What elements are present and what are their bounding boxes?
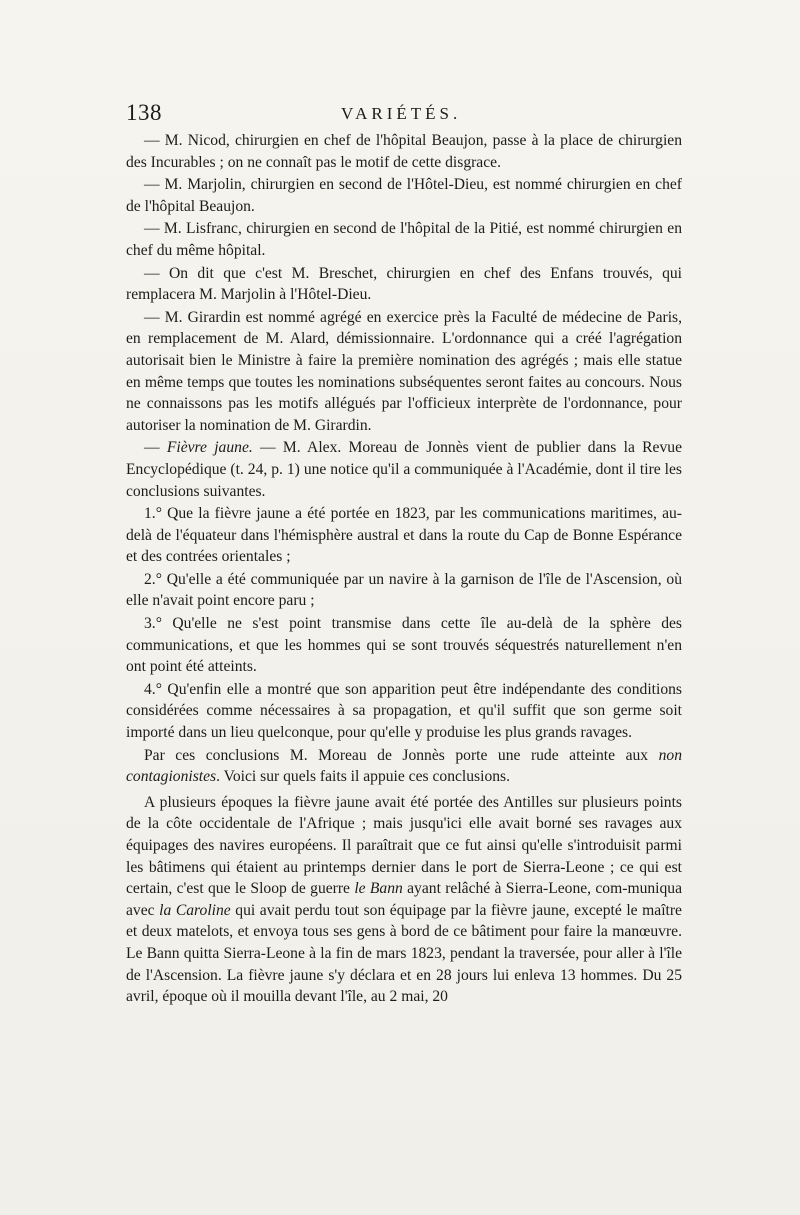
paragraph-fievre-jaune-prefix: — <box>144 439 167 457</box>
paragraph-antilles <box>126 792 682 1008</box>
page-body <box>126 130 682 1008</box>
paragraph-girardin: — M. Girardin est nommé agrégé en exercice près la Faculté de médecine de Paris, en remplacement de M. Alard, démissionnaire. L'ordonnance qui a créé l'agrégation autorisait bien le Ministre à faire la première nomination des agrégés ; mais elle statue en même temps que toutes les nominations subséquentes seront faites au concours. Nous ne connaissons pas les motifs allégués par l'officieux interprète de l'ordonnance, pour autoriser la nomination de M. Girardin. <box>126 308 682 434</box>
ship-name-caroline: la Caroline <box>159 901 231 919</box>
paragraph-conclusions-prefix: Par ces conclusions M. Moreau de Jonnès porte une rude atteinte aux <box>144 746 659 764</box>
page-number: 138 <box>126 100 162 125</box>
conclusion-1: 1.° Que la fièvre jaune a été portée en 1823, par les communications maritimes, au-delà de l'équateur dans l'hémisphère austral et dans la route du Cap de Bonne Espérance et des contrées orientales ; <box>126 505 682 566</box>
non-contagionistes-italic: non contagionistes <box>126 746 682 786</box>
running-title: VARIÉTÉS. <box>341 104 462 123</box>
paragraph-antilles-suffix: qui avait perdu tout son équipage par la fièvre jaune, excepté le maître et deux matelots, et envoya tous ses gens à bord de ce bâtiment pour faire la manœuvre. Le Bann quitta Sierra-Leone à la fin de mars 1823, pendant la traversée, pour aller à l'île de l'Ascension. La fièvre jaune s'y déclara et en 28 jours lui enleva 13 hommes. Du 25 avril, époque où il mouilla devant l'île, au 2 mai, 20 <box>126 901 682 1006</box>
page-header <box>126 100 686 128</box>
paragraph-marjolin: — M. Marjolin, chirurgien en second de l'Hôtel-Dieu, est nommé chirurgien en chef de l'hôpital Beaujon. <box>126 176 682 215</box>
section-heading-fievre-jaune: Fièvre jaune. <box>166 439 253 457</box>
paragraph-conclusions <box>126 745 682 788</box>
conclusion-3: 3.° Qu'elle ne s'est point transmise dans cette île au-delà de la sphère des communications, et que les hommes qui se sont trouvés séquestrés naturellement n'en ont point été atteints. <box>126 615 682 676</box>
paragraph-lisfranc: — M. Lisfranc, chirurgien en second de l'hôpital de la Pitié, est nommé chirurgien en chef du même hôpital. <box>126 220 682 259</box>
ship-name-bann: le Bann <box>354 880 403 898</box>
paragraph-fievre-jaune <box>126 437 682 502</box>
paragraph-antilles-prefix: A plusieurs époques la fièvre jaune avait été portée des Antilles sur plusieurs points de la côte occidentale de l'Afrique ; mais jusqu'ici elle avait borné ses ravages aux équipages des navires européens. Il paraîtrait que ce fut ainsi qu'elle s'introduisit parmi les bâtimens qui étaient au printemps dernier dans le port de Sierra-Leone ; ce qui est certain, c'est que le Sloop de guerre <box>126 793 682 898</box>
paragraph-antilles-suffix-prefix: muniqua avec <box>126 880 683 919</box>
paragraph-antilles-text: ayant relâché à Sierra-Leone, com- <box>402 880 628 898</box>
paragraph-fievre-jaune-text: — M. Alex. Moreau de Jonnès vient de publier dans la Revue Encyclopédique (t. 24, p. 1) une notice qu'il a communiquée à l'Académie, dont il tire les conclusions suivantes. <box>126 439 682 500</box>
paragraph-breschet: — On dit que c'est M. Breschet, chirurgien en chef des Enfans trouvés, qui remplacera M. Marjolin à l'Hôtel-Dieu. <box>126 264 682 304</box>
conclusion-2: 2.° Qu'elle a été communiquée par un navire à la garnison de l'île de l'Ascension, où elle n'avait point encore paru ; <box>126 570 682 610</box>
paragraph-conclusions-text: . Voici sur quels faits il appuie ces conclusions. <box>216 768 511 786</box>
paragraph-nicod: — M. Nicod, chirurgien en chef de l'hôpital Beaujon, passe à la place de chirurgien des Incurables ; on ne connaît pas le motif de cette disgrace. <box>126 132 682 171</box>
conclusion-4: 4.° Qu'enfin elle a montré que son apparition peut être indépendante des conditions considérées comme nécessaires à sa propagation, et qu'il suffit que son germe soit importé dans un lieu quelconque, pour qu'elle y produise les plus grands ravages. <box>126 680 682 742</box>
